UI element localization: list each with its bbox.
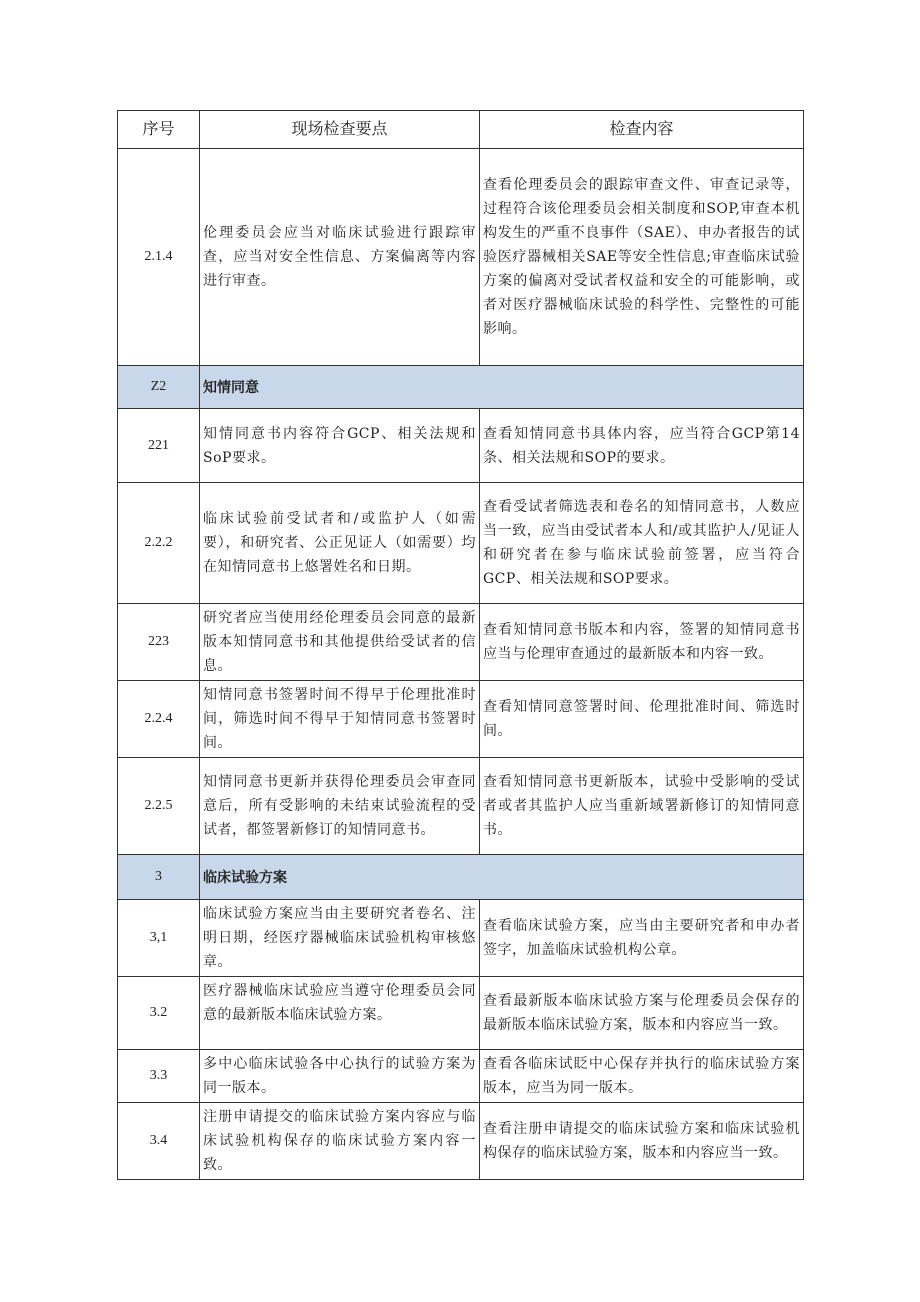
row-content: 查看最新版本临床试验方案与伦理委员会保存的最新版本临床试验方案，版本和内容应当一致。 [480,977,804,1050]
table-row [118,900,804,977]
table-row [118,758,804,855]
row-point: 注册申请提交的临床试验方案内容应与临床试验机构保存的临床试验方案内容一致。 [200,1103,480,1180]
header-point: 现场检查要点 [200,111,480,149]
row-content: 查看知情同意签署时间、伦理批准时间、筛选时间。 [480,681,804,758]
table-row [118,681,804,758]
row-no: 223 [118,604,200,681]
section-no: 3 [118,855,200,900]
row-point: 知情同意书内容符合GCP、相关法规和SoP要求。 [200,409,480,483]
row-content: 查看临床试验方案，应当由主要研究者和申办者签字，加盖临床试验机构公章。 [480,900,804,977]
row-no: 3,1 [118,900,200,977]
section-title: 知情同意 [200,366,804,409]
row-point: 伦理委员会应当对临床试验进行跟踪审查，应当对安全性信息、方案偏离等内容进行审查。 [200,149,480,366]
row-point: 医疗器械临床试验应当遵守伦理委员会同意的最新版本临床试验方案。 [200,977,480,1050]
section-no: Z2 [118,366,200,409]
section-row [118,366,804,409]
row-point: 知情同意书签署时间不得早于伦理批准时间，筛选时间不得早于知情同意书签署时间。 [200,681,480,758]
table-row [118,149,804,366]
row-point: 知情同意书更新并获得伦理委员会审查同意后，所有受影响的未结束试验流程的受试者，都签署新修订的知情同意书。 [200,758,480,855]
row-no: 2.2.2 [118,483,200,604]
row-no: 2.1.4 [118,149,200,366]
row-content: 查看知情同意书版本和内容，签署的知情同意书应当与伦理审查通过的最新版本和内容一致。 [480,604,804,681]
header-content: 检查内容 [480,111,804,149]
row-point: 研究者应当使用经伦理委员会同意的最新版本知情同意书和其他提供给受试者的信息。 [200,604,480,681]
row-content: 查看伦理委员会的跟踪审查文件、审查记录等，过程符合该伦理委员会相关制度和SOP,审查本机构发生的严重不良事件（SAE）、申办者报告的试验医疗器械相关SAE等安全性信息;审查临床试验方案的偏离对受试者权益和安全的可能影响，或者对医疗器械临床试验的科学性、完整性的可能影响。 [480,149,804,366]
row-point: 临床试验方案应当由主要研究者卷名、注明日期，经医疗器械临床试验机构审核悠章。 [200,900,480,977]
header-row [118,111,804,149]
section-row [118,855,804,900]
inspection-table [117,110,804,1180]
row-point: 多中心临床试验各中心执行的试验方案为同一版本。 [200,1050,480,1103]
table-row [118,604,804,681]
section-title: 临床试验方案 [200,855,804,900]
table-row [118,1103,804,1180]
table-row [118,483,804,604]
row-point: 临床试验前受试者和/或监护人（如需要），和研究者、公正见证人（如需要）均在知情同意书上悠署姓名和日期。 [200,483,480,604]
row-content: 查看知情同意书更新版本，试验中受影响的受试者或者其监护人应当重新域署新修订的知情同意书。 [480,758,804,855]
row-no: 3.4 [118,1103,200,1180]
row-no: 221 [118,409,200,483]
row-content: 查看各临床试眨中心保存并执行的临床试验方案版本，应当为同一版本。 [480,1050,804,1103]
row-content: 查看知情同意书具体内容，应当符合GCP第14条、相关法规和SOP的要求。 [480,409,804,483]
row-content: 查看受试者筛选表和卷名的知情同意书，人数应当一致，应当由受试者本人和/或其监护人/见证人和研究者在参与临床试验前签署，应当符合GCP、相关法规和SOP要求。 [480,483,804,604]
row-no: 2.2.5 [118,758,200,855]
row-content: 查看注册申请提交的临床试验方案和临床试验机构保存的临床试验方案，版本和内容应当一致。 [480,1103,804,1180]
table-row [118,1050,804,1103]
row-no: 3.2 [118,977,200,1050]
table-row [118,977,804,1050]
table-row [118,409,804,483]
row-no: 2.2.4 [118,681,200,758]
header-no: 序号 [118,111,200,149]
row-no: 3.3 [118,1050,200,1103]
